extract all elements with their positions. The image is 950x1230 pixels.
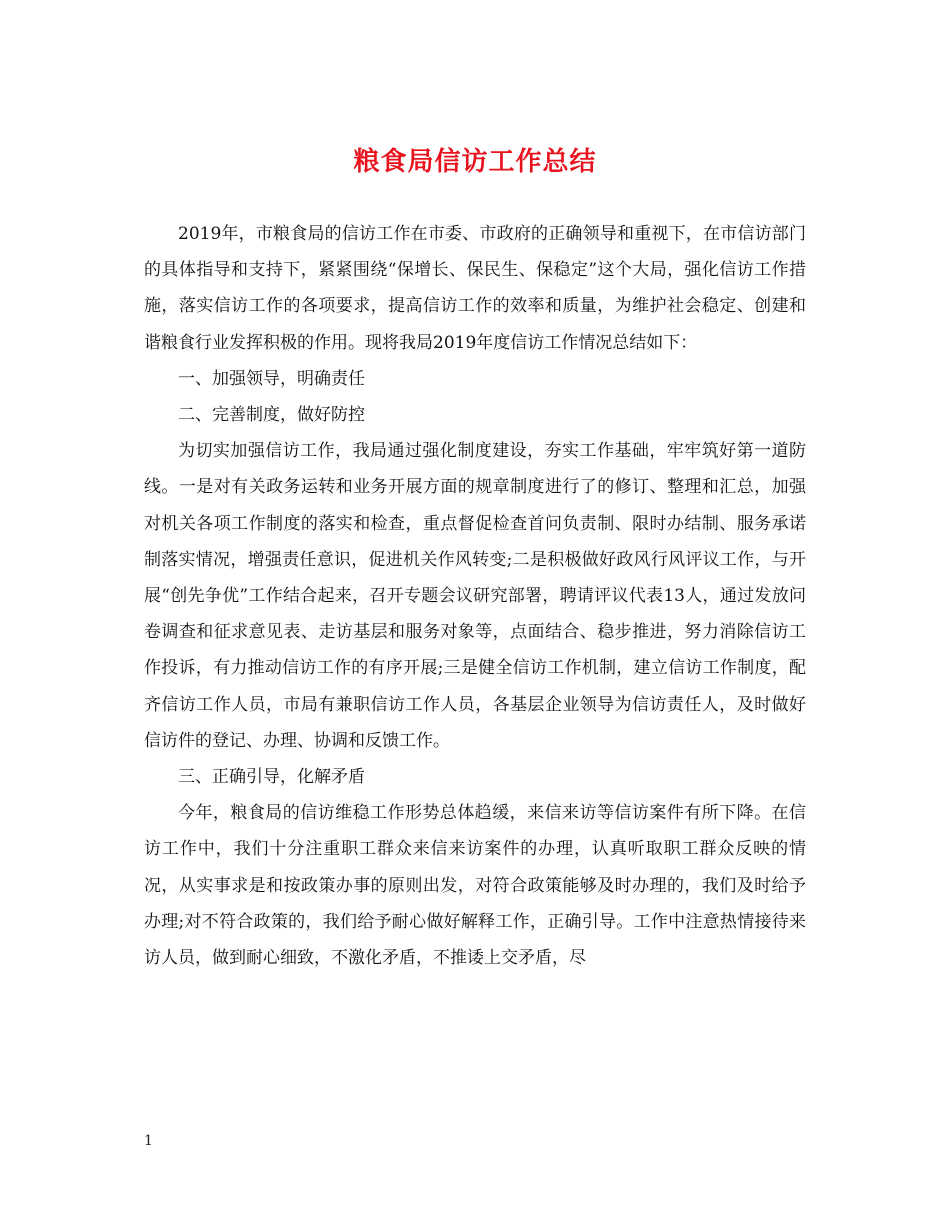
document-title: 粮食局信访工作总结: [353, 147, 597, 177]
page-number: 1: [144, 1133, 153, 1149]
section-heading-3: 三、正确引导，化解矛盾: [178, 767, 365, 788]
section-heading-1: 一、加强领导，明确责任: [178, 368, 365, 389]
paragraph-section-2: 为切实加强信访工作，我局通过强化制度建设，夯实工作基础，牢牢筑好第一道防线。一是对有关政务运转和业务开展方面的规章制度进行了的修订、整理和汇总，加强对机关各项工作制度的落实和检查，重点督促检查首问负责制、限时办结制、服务承诺制落实情况，增强责任意识，促进机关作风转变;二是积极做好政风行风评议工作，与开展“创先争优”工作结合起来，召开专题会议研究部署，聘请评议代表13人，通过发放问卷调查和征求意见表、走访基层和服务对象等，点面结合、稳步推进，努力消除信访工作投诉，有力推动信访工作的有序开展;三是健全信访工作机制，建立信访工作制度，配齐信访工作人员，市局有兼职信访工作人员，各基层企业领导为信访责任人，及时做好信访件的登记、办理、协调和反馈工作。: [144, 441, 806, 751]
paragraph-intro: 2019年，市粮食局的信访工作在市委、市政府的正确领导和重视下，在市信访部门的具体指导和支持下，紧紧围绕“保增长、保民生、保稳定”这个大局，强化信访工作措施，落实信访工作的各项要求，提高信访工作的效率和质量，为维护社会稳定、创建和谐粮食行业发挥积极的作用。现将我局2019年度信访工作情况总结如下：: [144, 224, 806, 353]
paragraph-section-3: 今年，粮食局的信访维稳工作形势总体趋缓，来信来访等信访案件有所下降。在信访工作中，我们十分注重职工群众来信来访案件的办理，认真听取职工群众反映的情况，从实事求是和按政策办事的原则出发，对符合政策能够及时办理的，我们及时给予办理;对不符合政策的，我们给予耐心做好解释工作，正确引导。工作中注意热情接待来访人员，做到耐心细致，不激化矛盾，不推诿上交矛盾，尽: [144, 803, 806, 969]
document-body: [144, 216, 806, 976]
section-heading-2: 二、完善制度，做好防控: [178, 405, 365, 426]
